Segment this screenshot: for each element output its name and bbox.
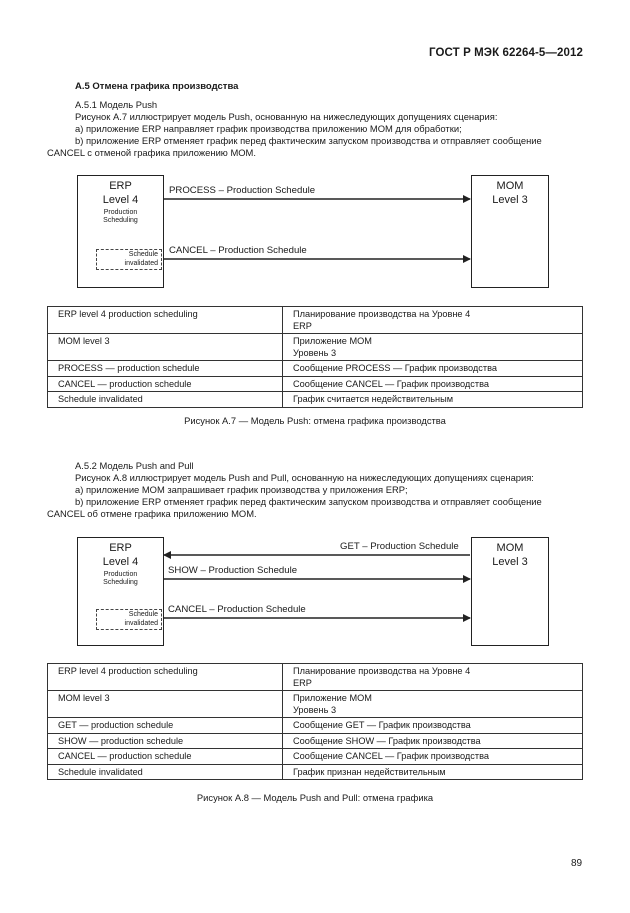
table-cell: Планирование производства на Уровне 4 ERP bbox=[283, 664, 583, 691]
table-cell: ERP level 4 production scheduling bbox=[48, 307, 283, 334]
mom-level: Level 3 bbox=[492, 556, 528, 568]
table-cell: Приложение MOM Уровень 3 bbox=[283, 334, 583, 361]
table-cell: Сообщение SHOW — График производства bbox=[283, 733, 583, 749]
erp-sub: Scheduling bbox=[103, 579, 138, 586]
erp-sub: Scheduling bbox=[103, 217, 138, 224]
table-row bbox=[48, 764, 583, 780]
erp-title: ERP bbox=[109, 542, 132, 554]
cancel-arrow-label: CANCEL – Production Schedule bbox=[169, 245, 307, 256]
paragraph: а) приложение ERP направляет график производства приложению MOM для обработки; bbox=[75, 123, 462, 135]
erp-sub: Production bbox=[103, 571, 138, 578]
table-row bbox=[48, 664, 583, 691]
section-title: А.5 Отмена графика производства bbox=[75, 81, 239, 92]
inv-line: invalidated bbox=[124, 619, 158, 627]
inv-line: Schedule bbox=[128, 611, 158, 618]
mom-title: MOM bbox=[496, 180, 524, 192]
table-cell: Планирование производства на Уровне 4 ERP bbox=[283, 307, 583, 334]
table-cell: Schedule invalidated bbox=[48, 392, 283, 408]
table-cell: Сообщение CANCEL — График производства bbox=[283, 749, 583, 765]
subsection-title: А.5.2 Модель Push and Pull bbox=[75, 460, 194, 471]
paragraph: CANCEL об отмене графика приложению MOM. bbox=[47, 508, 257, 520]
paragraph: а) приложение MOM запрашивает график производства у приложения ERP; bbox=[75, 484, 408, 496]
process-arrow-label: PROCESS – Production Schedule bbox=[169, 185, 316, 196]
erp-title: ERP bbox=[109, 180, 132, 192]
standard-header: ГОСТ Р МЭК 62264-5—2012 bbox=[429, 47, 583, 59]
table-cell: MOM level 3 bbox=[48, 334, 283, 361]
schedule-invalidated-box bbox=[96, 609, 162, 630]
cancel-arrow-label: CANCEL – Production Schedule bbox=[168, 604, 306, 615]
paragraph: b) приложение ERP отменяет график перед фактическим запуском производства и отправляет сообщение bbox=[75, 135, 542, 147]
paragraph: CANCEL с отменой графика приложению MOM. bbox=[47, 147, 256, 159]
table-cell: Сообщение PROCESS — График производства bbox=[283, 361, 583, 377]
table-row bbox=[48, 718, 583, 734]
erp-sub: Production bbox=[103, 209, 138, 216]
table-cell: CANCEL — production schedule bbox=[48, 749, 283, 765]
paragraph: b) приложение ERP отменяет график перед фактическим запуском производства и отправляет сообщение bbox=[75, 496, 542, 508]
table-cell: Сообщение GET — График производства bbox=[283, 718, 583, 734]
table-cell: MOM level 3 bbox=[48, 691, 283, 718]
table-row bbox=[48, 691, 583, 718]
table-cell: SHOW — production schedule bbox=[48, 733, 283, 749]
mom-box bbox=[471, 537, 549, 646]
inv-line: Schedule bbox=[128, 251, 158, 258]
figure-a8-legend-table bbox=[47, 663, 583, 780]
paragraph: Рисунок А.7 иллюстрирует модель Push, основанную на нижеследующих допущениях сценария: bbox=[75, 111, 498, 123]
paragraph: Рисунок А.8 иллюстрирует модель Push and Pull, основанную на нижеследующих допущениях сценария: bbox=[75, 472, 534, 484]
table-cell: GET — production schedule bbox=[48, 718, 283, 734]
table-cell: График считается недействительным bbox=[283, 392, 583, 408]
table-row bbox=[48, 749, 583, 765]
mom-title: MOM bbox=[496, 542, 524, 554]
inv-line: invalidated bbox=[124, 259, 158, 267]
page-number: 89 bbox=[571, 858, 583, 869]
get-arrow-label: GET – Production Schedule bbox=[340, 541, 459, 552]
erp-level: Level 4 bbox=[102, 556, 139, 568]
table-cell: График признан недействительным bbox=[283, 764, 583, 780]
erp-level: Level 4 bbox=[102, 194, 139, 206]
show-arrow-label: SHOW – Production Schedule bbox=[168, 565, 298, 576]
table-cell: CANCEL — production schedule bbox=[48, 376, 283, 392]
mom-level: Level 3 bbox=[492, 194, 528, 206]
figure-a8-caption: Рисунок А.8 — Модель Push and Pull: отмена графика bbox=[196, 792, 434, 803]
subsection-title: А.5.1 Модель Push bbox=[75, 99, 158, 110]
table-cell: Сообщение CANCEL — График производства bbox=[283, 376, 583, 392]
table-cell: ERP level 4 production scheduling bbox=[48, 664, 283, 691]
table-cell: PROCESS — production schedule bbox=[48, 361, 283, 377]
table-row bbox=[48, 733, 583, 749]
figure-a7-caption: Рисунок А.7 — Модель Push: отмена графика производства bbox=[184, 415, 446, 426]
table-cell: Schedule invalidated bbox=[48, 764, 283, 780]
table-cell: Приложение MOM Уровень 3 bbox=[283, 691, 583, 718]
